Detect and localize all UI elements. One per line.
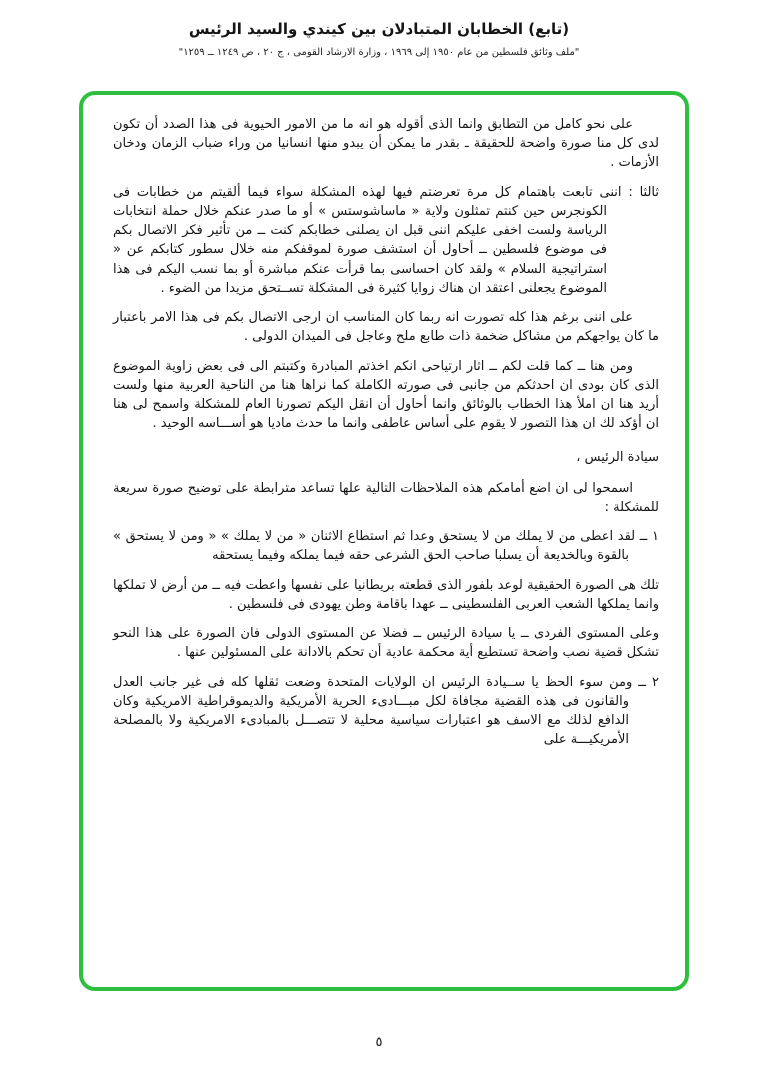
page-header (0, 0, 758, 58)
page-number: ٥ (375, 1035, 383, 1050)
paragraph: تلك هى الصورة الحقيقية لوعد بلفور الذى قطعته بريطانيا على نفسها واعطت فيه ــ من أرض لا تملكها وانما يملكها الشعب العربى الفلسطينى ــ عهدا باقامة وطن يهودى فى فلسطين . (113, 577, 659, 612)
paragraph: وعلى المستوى الفردى ــ يا سيادة الرئيس ــ فضلا عن المستوى الدولى فان الصورة على هذا النحو تشكل قضية نصب واضحة تستطيع أية محكمة عادية أن تحكم بالادانة على المسئولين عنها . (113, 626, 659, 661)
paragraph: ١ ــ لقد اعطى من لا يملك من لا يستحق وعدا ثم استطاع الاثنان « من لا يملك » « ومن لا يستحق » بالقوة وبالخديعة أن يسلبا صاحب الحق الشرعى حقه فيما يملكه وفيما يستحقه (113, 529, 659, 564)
source-citation: "ملف وثائق فلسطين من عام ١٩٥٠ إلى ١٩٦٩ ، وزارة الارشاد القومى ، ج ٢٠ ، ص ١٢٤٩ ــ ١٢٥٩" (178, 47, 580, 58)
paragraph: سيادة الرئيس ، (576, 449, 659, 465)
content-frame (79, 91, 689, 991)
paragraph: ومن هنا ــ كما قلت لكم ــ اثار ارتياحى انكم اخذتم المبادرة وكتبتم الى فى بعض زاوية الموضوع الذى كان بودى ان احدثكم من جانبى فى صورته الكاملة كما نراها هنا من الناحية العربية منها ولست أريد هنا ان املأ هذا الخطاب بالوثائق وانما أحاول أن انقل اليكم تصورنا العام للمشكلة واسمح لى هنا ان أؤكد لك ان هذا التصور لا يقوم على أساس عاطفى وانما ما حدث ماديا هو أســـاسه الوحيد . (113, 358, 659, 432)
paragraph: على اننى برغم هذا كله تصورت انه ربما كان المناسب ان ارجى الاتصال بكم فى هذا الامر باعتبار ما كان يواجهكم من مشاكل ضخمة ذات طابع ملح وعاجل فى الميدان الدولى . (113, 310, 659, 345)
paragraph: ٢ ــ ومن سوء الحظ يا ســيادة الرئيس ان الولايات المتحدة وضعت ثقلها كله فى غير جانب العدل والقانون فى هذه القضية مجافاة لكل مبـــادىء الحرية الأمريكية والديموقراطية الامريكية وكان الدافع لذلك مع الاسف هو اعتبارات سياسية محلية لا تتصـــل بالمبادىء الامريكية ولا بالمصلحة الأمريكيـــة على (113, 674, 659, 748)
paragraph: اسمحوا لى ان اضع أمامكم هذه الملاحظات التالية علها تساعد مترابطة على توضيح صورة سريعة للمشكلة : (113, 480, 659, 515)
document-title: (تابع) الخطابان المتبادلان بين كيندي والسيد الرئيس (188, 20, 570, 38)
document-body (113, 115, 659, 750)
paragraph: ثالثا : اننى تابعت باهتمام كل مرة تعرضتم فيها لهذه المشكلة سواء فيما ألقيتم من خطابات فى الكونجرس حين كنتم تمثلون ولاية « ماساشوستس » أو ما صدر عنكم خلال حملة انتخابات الرياسة ولست اخفى عليكم اننى قبل ان يصلنى خطابكم كنت ــ من تأثير فكر الاتصال بكم فى موضوع فلسطين ــ أحاول أن استشف صورة لموقفكم منه خلال سطور كتابكم عن « استراتيجية السلام » ولقد كان احساسى بما قرأت عنكم مباشرة أو بما نسب اليكم فى هذا الموضوع يجعلنى اعتقد ان هناك زوايا كثيرة فى المشكلة تســتحق مزيدا من الضوء . (113, 184, 659, 296)
paragraph: على نحو كامل من التطابق وانما الذى أقوله هو انه ما من الامور الحيوية فى هذا الصدد أن تكون لدى كل منا صورة واضحة للحقيقة ـ بقدر ما يمكن أن يبدو منها انسانيا من وراء ضباب الزمان ودخان الأزمات . (113, 117, 659, 171)
